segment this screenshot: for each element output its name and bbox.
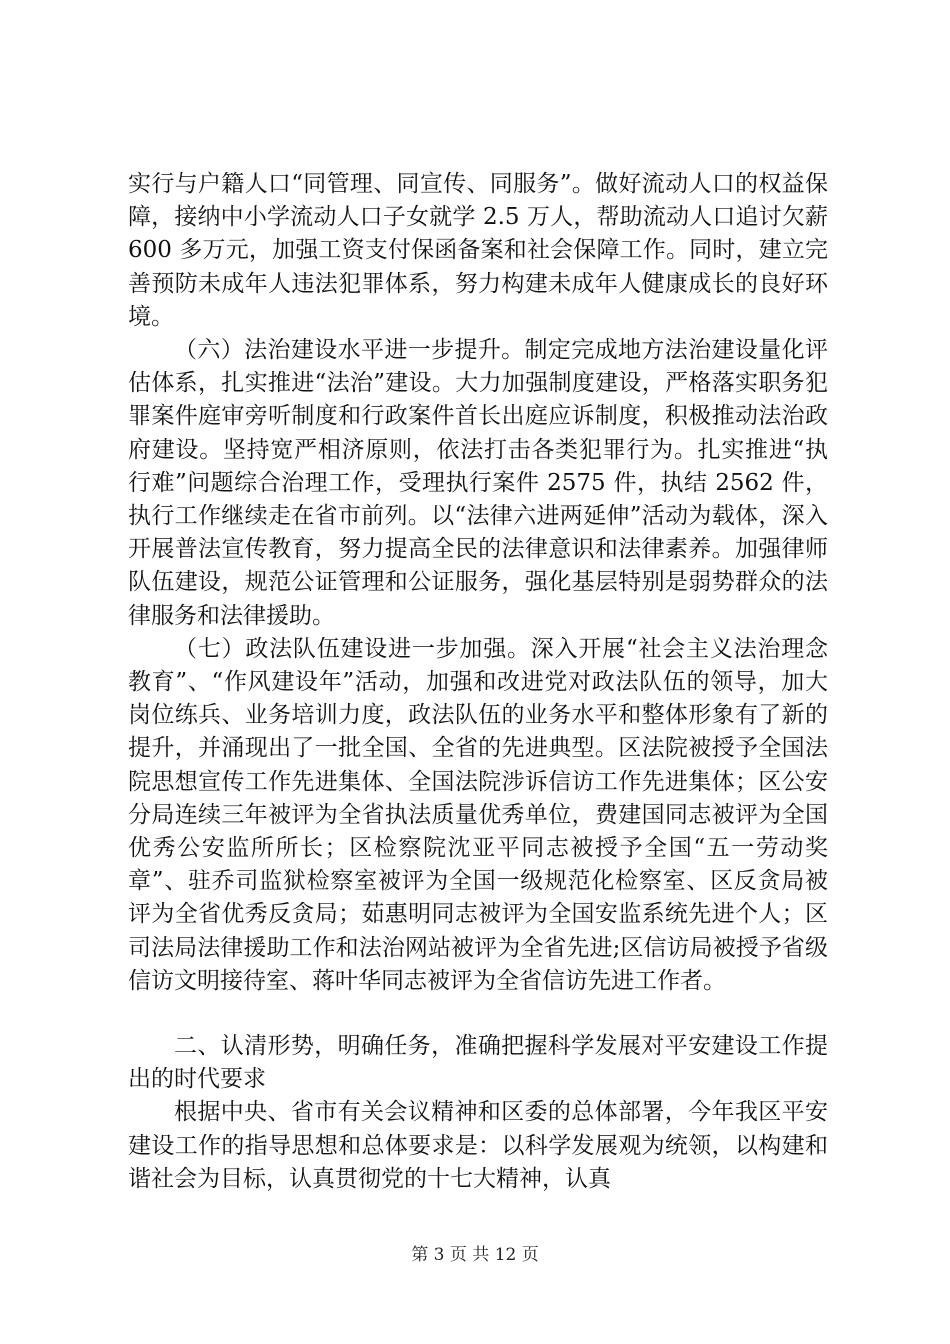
section-heading: 二、认清形势，明确任务，准确把握科学发展对平安建设工作提出的时代要求	[128, 1033, 828, 1093]
page-number-footer: 第 3 页 共 12 页	[411, 1245, 539, 1265]
paragraph-political-legal-team: （七）政法队伍建设进一步加强。深入开展“社会主义法治理念教育”、“作风建设年”活动，加强和改进党对政法队伍的领导，加大岗位练兵、业务培训力度，政法队伍的业务水平和整体形象有了新的提升，并涌现出了一批全国、全省的先进典型。区法院被授予全国法院思想宣传工作先进集体、全国法院涉诉信访工作先进集体；区公安分局连续三年被评为全省执法质量优秀单位，费建国同志被评为全国优秀公安监所所长；区检察院沈亚平同志被授予全国“五一劳动奖章”、驻乔司监狱检察室被评为全国一级规范化检察室、区反贪局被评为全省优秀反贪局；茹惠明同志被评为全国安监系统先进个人；区司法局法律援助工作和法治网站被评为全省先进;区信访局被授予省级信访文明接待室、蒋叶华同志被评为全省信访先进工作者。	[128, 635, 828, 994]
paragraph-gap	[128, 998, 828, 1030]
document-body	[128, 168, 828, 1196]
paragraph-rule-of-law: （六）法治建设水平进一步提升。制定完成地方法治建设量化评估体系，扎实推进“法治”建设。大力加强制度建设，严格落实职务犯罪案件庭审旁听制度和行政案件首长出庭应诉制度，积极推动法治政府建设。坚持宽严相济原则，依法打击各类犯罪行为。扎实推进“执行难”问题综合治理工作，受理执行案件 2575 件，执结 2562 件，执行工作继续走在省市前列。以“法律六进两延伸”活动为载体，深入开展普法宣传教育，努力提高全民的法律意识和法律素养。加强律师队伍建设，规范公证管理和公证服务，强化基层特别是弱势群众的法律服务和法律援助。	[128, 337, 828, 629]
paragraph-floating-population: 实行与户籍人口“同管理、同宣传、同服务”。做好流动人口的权益保障，接纳中小学流动人口子女就学 2.5 万人，帮助流动人口追讨欠薪 600 多万元，加强工资支付保函备案和社会保障工作。同时，建立完善预防未成年人违法犯罪体系，努力构建未成年人健康成长的良好环境。	[128, 171, 828, 330]
paragraph-guiding-thought: 根据中央、省市有关会议精神和区委的总体部署，今年我区平安建设工作的指导思想和总体要求是：以科学发展观为统领，以构建和谐社会为目标，认真贯彻党的十七大精神，认真	[128, 1099, 828, 1192]
